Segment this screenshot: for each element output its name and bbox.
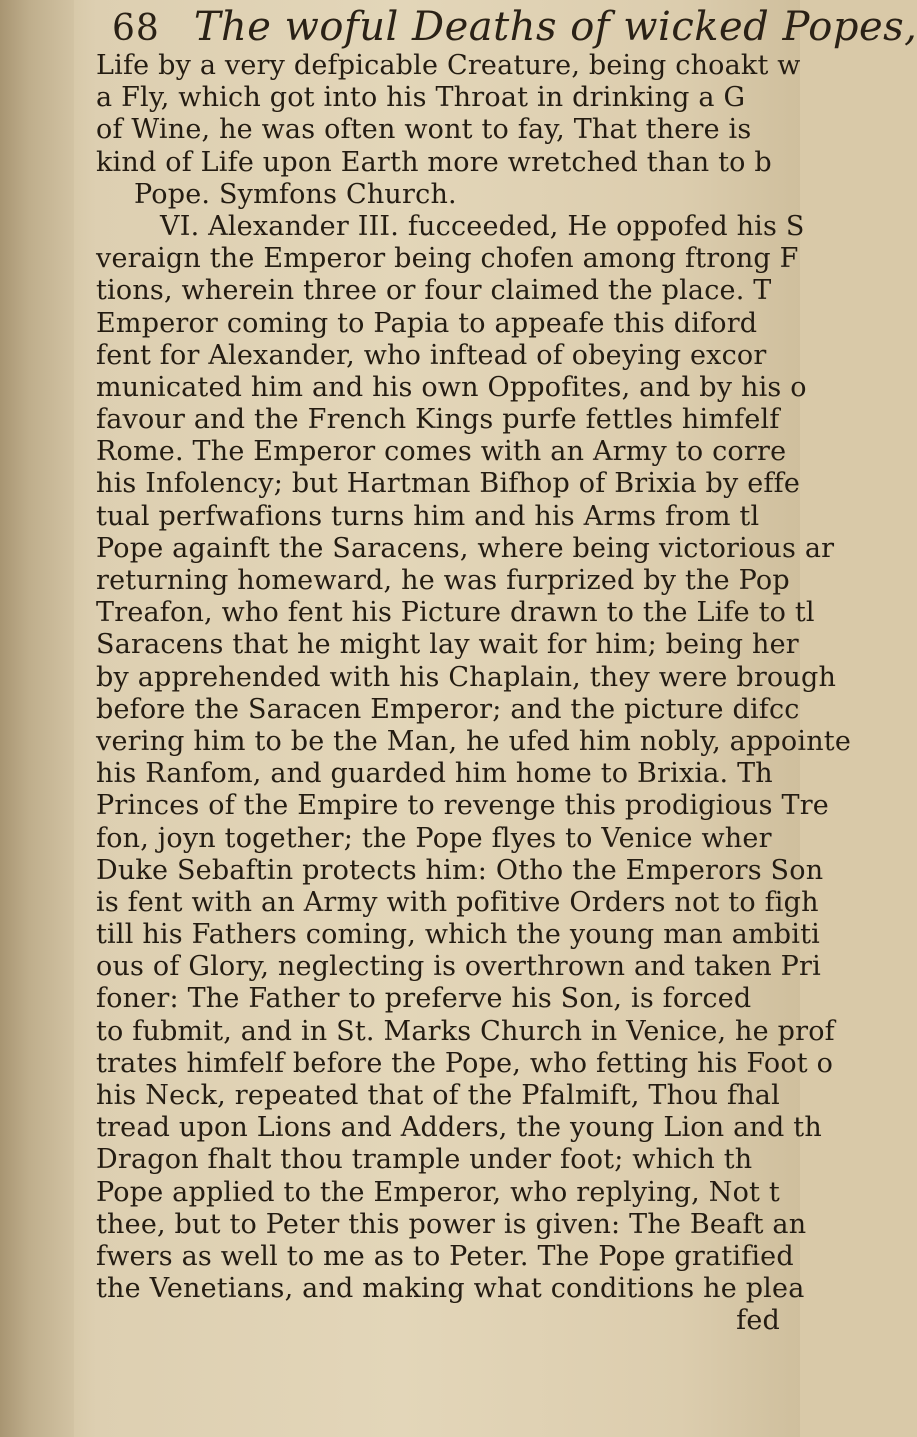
text-line: fon, joyn together; the Pope flyes to Venice wher: [96, 822, 772, 854]
text-line: Saracens that he might lay wait for him; being her: [96, 629, 799, 661]
text-line: thee, but to Peter this power is given: The Beaft an: [96, 1208, 807, 1240]
page-gutter: [0, 0, 74, 1437]
text-line: fed: [736, 1305, 780, 1337]
text-line: before the Saracen Emperor; and the picture difcc: [96, 693, 800, 725]
text-line: returning homeward, he was furprized by the Pop: [96, 565, 790, 596]
text-line: kind of Life upon Earth more wretched than to b: [96, 146, 772, 178]
text-line: to fubmit, and in St. Marks Church in Venice, he prof: [96, 1015, 835, 1047]
text-line: tread upon Lions and Adders, the young Lion and th: [96, 1112, 822, 1144]
text-line: by apprehended with his Chaplain, they were brough: [96, 661, 837, 693]
page-number: 68: [112, 8, 160, 49]
text-line: ous of Glory, neglecting is overthrown and taken Pri: [96, 951, 821, 983]
text-line: fent for Alexander, who inftead of obeying excor: [96, 339, 767, 371]
page-header: [112, 4, 917, 50]
text-line: foner: The Father to preferve his Son, is forced: [96, 983, 752, 1015]
text-line: Treafon, who fent his Picture drawn to the Life to tl: [96, 597, 815, 629]
text-line: Princes of the Empire to revenge this prodigious Tre: [96, 790, 829, 822]
text-line: VI. Alexander III. fucceeded, He oppofed his S: [160, 210, 805, 242]
text-line: of Wine, he was often wont to fay, That there is: [96, 114, 752, 146]
text-line: tual perfwafions turns him and his Arms from tl: [96, 500, 760, 532]
text-line: Pope applied to the Emperor, who replying, Not t: [96, 1176, 780, 1208]
text-line: Pope againft the Saracens, where being victorious ar: [96, 532, 835, 564]
body-text: [96, 50, 852, 1338]
text-line: is fent with an Army with pofitive Orders not to figh: [96, 886, 819, 918]
text-line: the Venetians, and making what conditions he plea: [96, 1273, 805, 1305]
text-line: trates himfelf before the Pope, who fetting his Foot o: [96, 1047, 834, 1079]
text-line: veraign the Emperor being chofen among ftrong F: [96, 243, 799, 275]
text-line: his Ranfom, and guarded him home to Brixia. Th: [96, 758, 773, 790]
text-line: Duke Sebaftin protects him: Otho the Emperors Son: [96, 854, 824, 886]
text-line: favour and the French Kings purfe fettles himfelf: [96, 404, 780, 436]
text-line: his Infolency; but Hartman Bifhop of Brixia by effe: [96, 468, 800, 500]
text-line: Life by a very defpicable Creature, being choakt w: [96, 50, 801, 81]
text-line: Dragon fhalt thou trample under foot; which th: [96, 1144, 753, 1176]
text-line: tions, wherein three or four claimed the place. T: [96, 275, 772, 307]
text-line: municated him and his own Oppofites, and by his o: [96, 371, 807, 403]
running-title: The woful Deaths of wicked Popes,: [193, 4, 917, 50]
text-line: Rome. The Emperor comes with an Army to corre: [96, 436, 787, 468]
text-line: a Fly, which got into his Throat in drinking a G: [96, 82, 746, 114]
text-line: till his Fathers coming, which the young man ambiti: [96, 919, 820, 951]
text-line: fwers as well to me as to Peter. The Pope gratified: [96, 1240, 794, 1272]
text-line: Emperor coming to Papia to appeafe this diford: [96, 307, 758, 339]
text-line: Pope. Symfons Church.: [134, 178, 457, 210]
text-line: his Neck, repeated that of the Pfalmift, Thou fhal: [96, 1080, 780, 1111]
text-line: vering him to be the Man, he ufed him nobly, appointe: [96, 725, 852, 757]
